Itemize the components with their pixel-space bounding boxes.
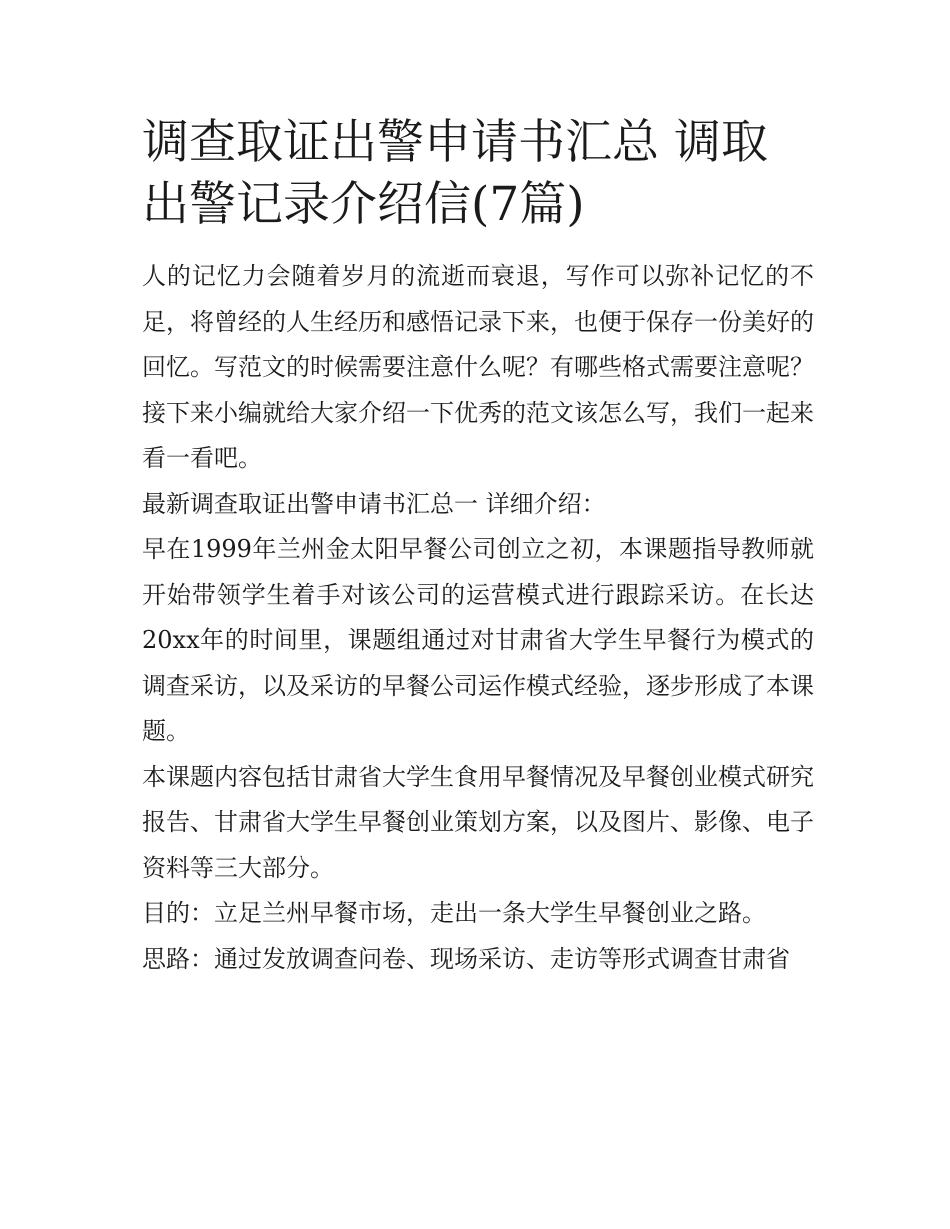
document-title: 调查取证出警申请书汇总 调取出警记录介绍信(7篇) bbox=[142, 115, 768, 232]
document-body bbox=[142, 112, 814, 982]
paragraph-approach: 思路：通过发放调查问卷、现场采访、走访等形式调查甘肃省 bbox=[142, 944, 790, 973]
paragraph-purpose: 目的：立足兰州早餐市场，走出一条大学生早餐创业之路。 bbox=[142, 899, 766, 927]
paragraph-intro: 人的记忆力会随着岁月的流逝而衰退，写作可以弥补记忆的不足，将曾经的人生经历和感悟记录下来，也便于保存一份美好的回忆。写范文的时候需要注意什么呢？有哪些格式需要注意呢？接下来小编就给大家介绍一下优秀的范文该怎么写，我们一起来看一看吧。 bbox=[142, 262, 814, 472]
paragraph-background: 早在1999年兰州金太阳早餐公司创立之初，本课题指导教师就开始带领学生着手对该公司的运营模式进行跟踪采访。在长达20xx年的时间里，课题组通过对甘肃省大学生早餐行为模式的调查采访，以及采访的早餐公司运作模式经验，逐步形成了本课题。 bbox=[142, 535, 814, 745]
paragraph-section-heading: 最新调查取证出警申请书汇总一 详细介绍： bbox=[142, 489, 606, 518]
paragraph-content: 本课题内容包括甘肃省大学生食用早餐情况及早餐创业模式研究报告、甘肃省大学生早餐创业策划方案，以及图片、影像、电子资料等三大部分。 bbox=[142, 762, 814, 882]
